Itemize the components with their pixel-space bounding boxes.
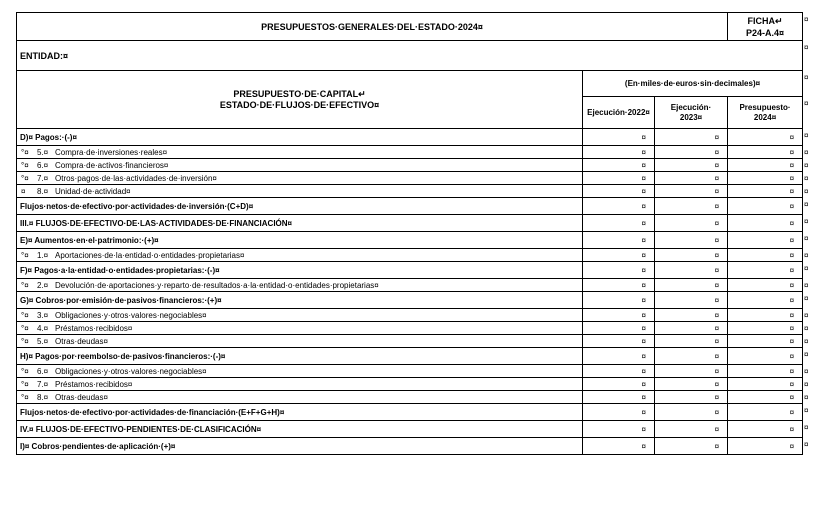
table-row — [17, 279, 803, 292]
row-label — [17, 421, 583, 438]
row-number: 6.¤ — [37, 160, 49, 170]
table-section-row — [17, 215, 803, 232]
row-bullet-mark: ¤ — [21, 186, 26, 196]
column-header-2023-line-1: Ejecución· — [670, 102, 712, 112]
ficha-label — [728, 13, 803, 41]
ficha-line-1: FICHA↵ — [747, 15, 783, 26]
value-cell: ¤ — [728, 421, 803, 438]
row-label — [17, 146, 583, 159]
paragraph-mark: ¤ — [804, 293, 809, 303]
row-label-text: F)¤ Pagos·a·la·entidad·o·entidades·propietarias:·(-)¤ — [20, 265, 220, 275]
value-cell: ¤ — [655, 146, 728, 159]
value-cell: ¤ — [728, 292, 803, 309]
row-label-text: Préstamos·recibidos¤ — [55, 323, 133, 333]
row-label-text: G)¤ Cobros·por·emisión·de·pasivos·financieros:·(+)¤ — [20, 295, 222, 305]
value-cell: ¤ — [655, 129, 728, 146]
row-number: 5.¤ — [37, 147, 49, 157]
row-label-text: Aportaciones·de·la·entidad·o·entidades·propietarias¤ — [55, 250, 245, 260]
entidad-label: ENTIDAD:¤ — [17, 41, 803, 71]
value-cell: ¤ — [728, 322, 803, 335]
row-number: 6.¤ — [37, 366, 49, 376]
row-label — [17, 172, 583, 185]
value-cell: ¤ — [655, 421, 728, 438]
row-label-text: D)¤ Pagos:·(-)¤ — [20, 132, 77, 142]
value-cell: ¤ — [655, 279, 728, 292]
value-cell: ¤ — [728, 365, 803, 378]
table-section-row — [17, 129, 803, 146]
row-label — [17, 159, 583, 172]
paragraph-mark: ¤ — [804, 405, 809, 415]
row-bullet-mark: °¤ — [21, 250, 29, 260]
value-cell: ¤ — [655, 262, 728, 279]
value-cell: ¤ — [655, 348, 728, 365]
value-cell: ¤ — [728, 232, 803, 249]
value-cell: ¤ — [655, 249, 728, 262]
table-section-row — [17, 198, 803, 215]
table-row — [17, 309, 803, 322]
value-cell: ¤ — [583, 146, 655, 159]
row-label — [17, 198, 583, 215]
column-header-2023-line-2: 2023¤ — [679, 112, 703, 122]
value-cell: ¤ — [583, 232, 655, 249]
row-label — [17, 129, 583, 146]
paragraph-mark: ¤ — [804, 130, 809, 140]
row-label — [17, 279, 583, 292]
row-label — [17, 249, 583, 262]
table-section-row — [17, 404, 803, 421]
value-cell: ¤ — [728, 438, 803, 455]
row-bullet-mark: °¤ — [21, 366, 29, 376]
column-header-ejecucion-2022: Ejecución·2022¤ — [583, 97, 655, 129]
value-cell: ¤ — [583, 378, 655, 391]
row-label-text: Compra·de·inversiones·reales¤ — [55, 147, 168, 157]
table-row — [17, 335, 803, 348]
value-cell: ¤ — [655, 391, 728, 404]
paragraph-mark: ¤ — [804, 379, 809, 389]
table-row — [17, 391, 803, 404]
value-cell: ¤ — [583, 335, 655, 348]
row-number: 3.¤ — [37, 310, 49, 320]
row-number: 2.¤ — [37, 280, 49, 290]
value-cell: ¤ — [583, 292, 655, 309]
value-cell: ¤ — [583, 438, 655, 455]
table-row — [17, 365, 803, 378]
value-cell: ¤ — [583, 198, 655, 215]
column-header-2024-line-1: Presupuesto· — [739, 102, 791, 112]
value-cell: ¤ — [583, 129, 655, 146]
value-cell: ¤ — [728, 404, 803, 421]
value-cell: ¤ — [728, 335, 803, 348]
row-bullet-mark: °¤ — [21, 147, 29, 157]
paragraph-mark: ¤ — [804, 310, 809, 320]
value-cell: ¤ — [655, 215, 728, 232]
row-number: 4.¤ — [37, 323, 49, 333]
paragraph-mark: ¤ — [804, 42, 809, 52]
value-cell: ¤ — [655, 438, 728, 455]
row-label-text: Obligaciones·y·otros·valores·negociables¤ — [55, 366, 207, 376]
row-bullet-mark: °¤ — [21, 160, 29, 170]
value-cell: ¤ — [728, 348, 803, 365]
value-cell: ¤ — [583, 185, 655, 198]
budget-table — [16, 12, 803, 455]
paragraph-mark: ¤ — [804, 263, 809, 273]
value-cell: ¤ — [655, 335, 728, 348]
paragraph-mark: ¤ — [804, 392, 809, 402]
table-section-row — [17, 292, 803, 309]
paragraph-mark: ¤ — [804, 439, 809, 449]
value-cell: ¤ — [583, 159, 655, 172]
row-label — [17, 215, 583, 232]
row-label — [17, 391, 583, 404]
value-cell: ¤ — [655, 292, 728, 309]
paragraph-mark: ¤ — [804, 98, 809, 108]
row-label-text: E)¤ Aumentos·en·el·patrimonio:·(+)¤ — [20, 235, 159, 245]
row-label-text: IV.¤ FLUJOS·DE·EFECTIVO·PENDIENTES·DE·CLASIFICACIÓN¤ — [20, 424, 262, 434]
ficha-code: P24-A.4¤ — [746, 27, 785, 38]
value-cell: ¤ — [655, 232, 728, 249]
row-label-text: Devolución·de·aportaciones·y·reparto·de·resultados·a·la·entidad·o·entidades·propietarias¤ — [55, 280, 379, 290]
column-header-2024-line-2: 2024¤ — [753, 112, 777, 122]
value-cell: ¤ — [728, 391, 803, 404]
row-label-text: Otros·pagos·de·las·actividades·de·inversión¤ — [55, 173, 217, 183]
document-title: PRESUPUESTOS·GENERALES·DEL·ESTADO·2024¤ — [17, 13, 728, 41]
value-cell: ¤ — [728, 262, 803, 279]
row-label — [17, 378, 583, 391]
paragraph-mark: ¤ — [804, 199, 809, 209]
value-cell: ¤ — [728, 198, 803, 215]
row-label — [17, 232, 583, 249]
table-section-row — [17, 262, 803, 279]
row-label — [17, 348, 583, 365]
row-label — [17, 292, 583, 309]
row-bullet-mark: °¤ — [21, 379, 29, 389]
row-label — [17, 309, 583, 322]
row-label-text: H)¤ Pagos·por·reembolso·de·pasivos·financieros:·(-)¤ — [20, 351, 226, 361]
units-note: (En·miles·de·euros·sin·decimales)¤ — [583, 71, 803, 97]
table-body — [17, 129, 803, 455]
value-cell: ¤ — [583, 172, 655, 185]
row-label-text: III.¤ FLUJOS·DE·EFECTIVO·DE·LAS·ACTIVIDADES·DE·FINANCIACIÓN¤ — [20, 218, 293, 228]
value-cell: ¤ — [655, 365, 728, 378]
row-label-text: Otras·deudas¤ — [55, 392, 108, 402]
value-cell: ¤ — [583, 309, 655, 322]
paragraph-mark: ¤ — [804, 72, 809, 82]
row-number: 1.¤ — [37, 250, 49, 260]
row-label — [17, 365, 583, 378]
paragraph-mark: ¤ — [804, 250, 809, 260]
value-cell: ¤ — [583, 421, 655, 438]
paragraph-mark: ¤ — [804, 233, 809, 243]
value-cell: ¤ — [583, 215, 655, 232]
row-number: 8.¤ — [37, 392, 49, 402]
value-cell: ¤ — [728, 185, 803, 198]
value-cell: ¤ — [728, 159, 803, 172]
column-header-presupuesto-2024 — [728, 97, 803, 129]
value-cell: ¤ — [583, 348, 655, 365]
value-cell: ¤ — [728, 378, 803, 391]
row-label-text: I)¤ Cobros·pendientes·de·aplicación·(+)¤ — [20, 441, 176, 451]
row-bullet-mark: °¤ — [21, 323, 29, 333]
row-number: 7.¤ — [37, 379, 49, 389]
table-row — [17, 378, 803, 391]
table-row — [17, 146, 803, 159]
row-label — [17, 335, 583, 348]
value-cell: ¤ — [655, 378, 728, 391]
paragraph-mark: ¤ — [804, 366, 809, 376]
row-bullet-mark: °¤ — [21, 280, 29, 290]
value-cell: ¤ — [728, 172, 803, 185]
paragraph-mark: ¤ — [804, 336, 809, 346]
table-row — [17, 159, 803, 172]
row-label-text: Préstamos·recibidos¤ — [55, 379, 133, 389]
section-heading-line-1: PRESUPUESTO·DE·CAPITAL↵ — [233, 88, 366, 99]
value-cell: ¤ — [583, 391, 655, 404]
section-heading-line-2: ESTADO·DE·FLUJOS·DE·EFECTIVO¤ — [219, 99, 380, 110]
row-number: 5.¤ — [37, 336, 49, 346]
value-cell: ¤ — [655, 159, 728, 172]
table-row — [17, 172, 803, 185]
section-heading — [17, 71, 583, 129]
row-label-text: Obligaciones·y·otros·valores·negociables¤ — [55, 310, 207, 320]
row-label — [17, 262, 583, 279]
paragraph-mark: ¤ — [804, 147, 809, 157]
paragraph-mark: ¤ — [804, 160, 809, 170]
value-cell: ¤ — [728, 279, 803, 292]
value-cell: ¤ — [728, 129, 803, 146]
table-section-row — [17, 348, 803, 365]
row-bullet-mark: °¤ — [21, 310, 29, 320]
paragraph-mark: ¤ — [804, 422, 809, 432]
value-cell: ¤ — [583, 249, 655, 262]
row-number: 8.¤ — [37, 186, 49, 196]
paragraph-mark: ¤ — [804, 173, 809, 183]
row-label — [17, 438, 583, 455]
value-cell: ¤ — [655, 185, 728, 198]
row-label — [17, 322, 583, 335]
row-label-text: Compra·de·activos·financieros¤ — [55, 160, 169, 170]
value-cell: ¤ — [655, 322, 728, 335]
value-cell: ¤ — [583, 404, 655, 421]
paragraph-mark: ¤ — [804, 280, 809, 290]
value-cell: ¤ — [655, 172, 728, 185]
value-cell: ¤ — [583, 365, 655, 378]
row-label — [17, 404, 583, 421]
row-bullet-mark: °¤ — [21, 173, 29, 183]
value-cell: ¤ — [655, 404, 728, 421]
value-cell: ¤ — [655, 198, 728, 215]
table-row — [17, 185, 803, 198]
value-cell: ¤ — [655, 309, 728, 322]
value-cell: ¤ — [728, 146, 803, 159]
paragraph-mark: ¤ — [804, 323, 809, 333]
value-cell: ¤ — [583, 322, 655, 335]
value-cell: ¤ — [728, 215, 803, 232]
paragraph-mark: ¤ — [804, 14, 809, 24]
value-cell: ¤ — [583, 279, 655, 292]
value-cell: ¤ — [583, 262, 655, 279]
row-label-text: Flujos·netos·de·efectivo·por·actividades·de·inversión·(C+D)¤ — [20, 201, 254, 211]
table-row — [17, 322, 803, 335]
paragraph-mark: ¤ — [804, 216, 809, 226]
table-row — [17, 249, 803, 262]
paragraph-mark: ¤ — [804, 186, 809, 196]
row-bullet-mark: °¤ — [21, 336, 29, 346]
row-label-text: Otras·deudas¤ — [55, 336, 108, 346]
row-label — [17, 185, 583, 198]
value-cell: ¤ — [728, 309, 803, 322]
value-cell: ¤ — [728, 249, 803, 262]
row-bullet-mark: °¤ — [21, 392, 29, 402]
table-section-row — [17, 421, 803, 438]
row-number: 7.¤ — [37, 173, 49, 183]
table-section-row — [17, 232, 803, 249]
column-header-ejecucion-2023 — [655, 97, 728, 129]
row-label-text: Flujos·netos·de·efectivo·por·actividades·de·financiación·(E+F+G+H)¤ — [20, 407, 285, 417]
row-label-text: Unidad·de·actividad¤ — [55, 186, 131, 196]
table-section-row — [17, 438, 803, 455]
paragraph-mark: ¤ — [804, 349, 809, 359]
